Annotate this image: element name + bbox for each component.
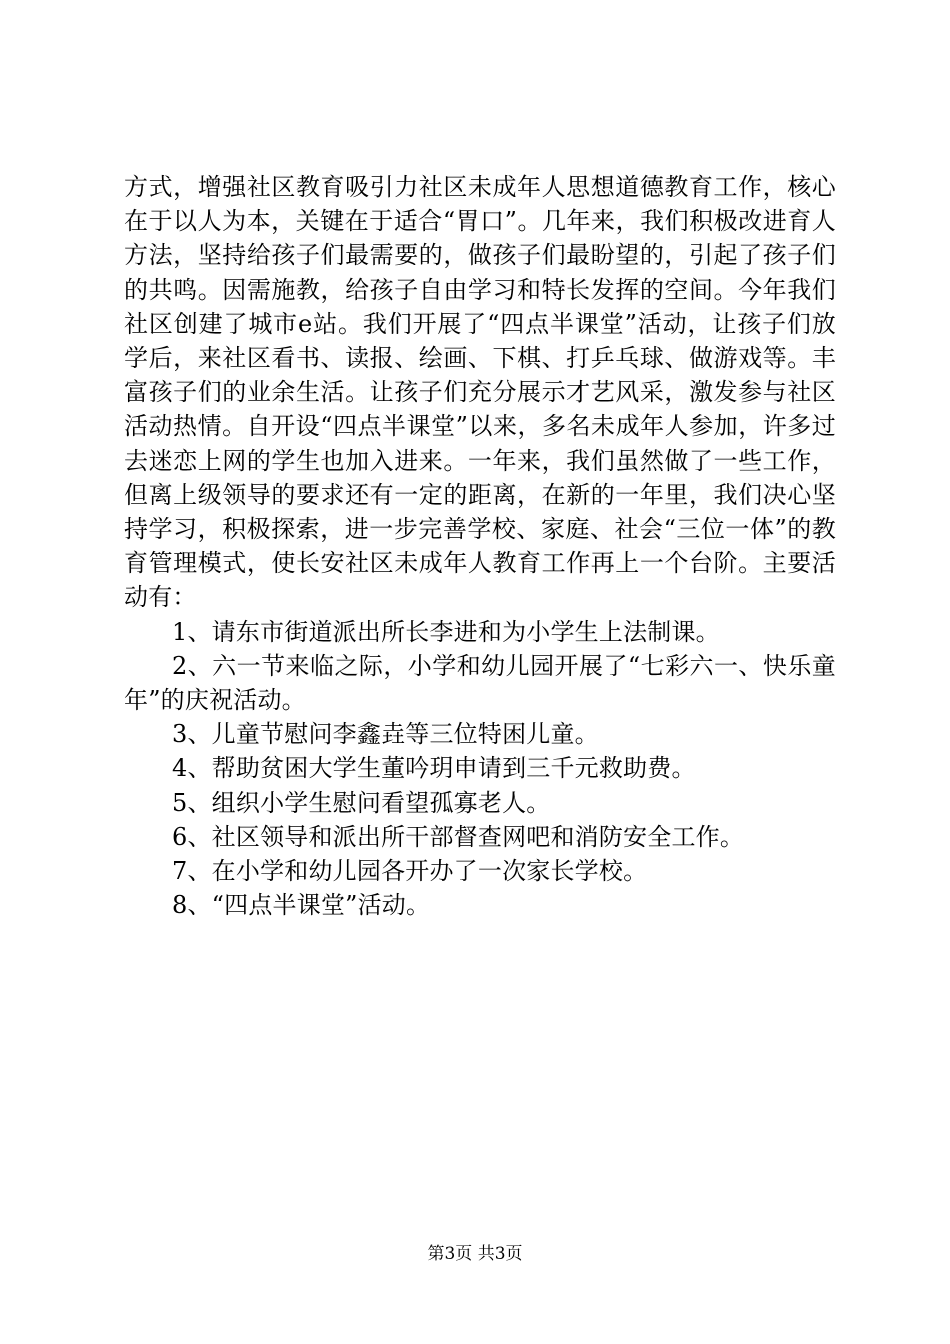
activity-item-8: 8、“四点半课堂”活动。 [172,891,431,920]
activity-item-5: 5、组织小学生慰问看望孤寡老人。 [172,788,551,817]
intro-paragraph: 方式，增强社区教育吸引力社区未成年人思想道德教育工作，核心在于以人为本，关键在于适合“胃口”。几年来，我们积极改进育人方法，坚持给孩子们最需要的，做孩子们最盼望的，引起了孩子们的共鸣。因需施教，给孩子自由学习和特长发挥的空间。今年我们社区创建了城市e站。我们开展了“四点半课堂”活动，让孩子们放学后，来社区看书、读报、绘画、下棋、打乒乓球、做游戏等。丰富孩子们的业余生活。让孩子们充分展示才艺风采，激发参与社区活动热情。自开设“四点半课堂”以来，多名未成年人参加，许多过去迷恋上网的学生也加入进来。一年来，我们虽然做了一些工作，但离上级领导的要求还有一定的距离，在新的一年里，我们决心坚持学习，积极探索，进一步完善学校、家庭、社会“三位一体”的教育管理模式，使长安社区未成年人教育工作再上一个台阶。主要活动有： [124,173,836,612]
activity-item-3: 3、儿童节慰问李鑫垚等三位特困儿童。 [172,720,599,749]
page-number-label: 第3页 共3页 [427,1244,523,1264]
document-body [124,170,836,922]
activity-item-6: 6、社区领导和派出所干部督查网吧和消防安全工作。 [172,822,745,851]
activity-item-7: 7、在小学和幼儿园各开办了一次家长学校。 [172,857,648,886]
activity-item-4: 4、帮助贫困大学生董吟玥申请到三千元救助费。 [172,754,696,783]
page-footer [0,1243,950,1265]
activity-item-1: 1、请东市街道派出所长李进和为小学生上法制课。 [172,617,720,646]
activity-item-2: 2、六一节来临之际，小学和幼儿园开展了“七彩六一、快乐童年”的庆祝活动。 [124,651,836,715]
